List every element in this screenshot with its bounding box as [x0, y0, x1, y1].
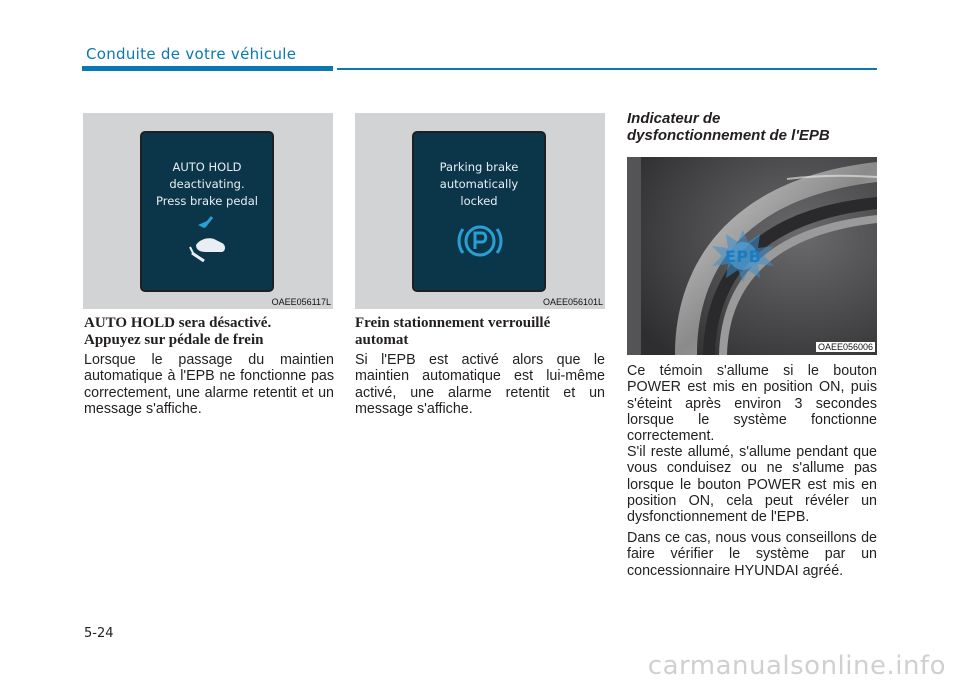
figure-code: OAEE056117L: [271, 297, 331, 307]
page-number: 5-24: [84, 626, 114, 641]
figure-parking-brake: [355, 113, 605, 309]
display-line-1: Parking brake: [439, 160, 519, 174]
heading-parking-brake: [355, 315, 605, 349]
figure-auto-hold: [83, 113, 333, 309]
heading-line: Indicateur de: [627, 110, 721, 127]
epb-label: EPB: [725, 247, 762, 266]
figure-code: OAEE056101L: [542, 297, 603, 307]
display-line-2: deactivating.: [169, 177, 245, 191]
body-epb-para-2: S'il reste allumé, s'allume pendant que vous conduisez ou ne s'allume pas lorsque le bouton POWER est mis en position ON, cela peut révéler un dysfonctionnement de l'EPB.: [627, 444, 877, 526]
display-line-3: Press brake pedal: [156, 194, 258, 208]
watermark: carmanualsonline.info: [647, 651, 946, 681]
cluster-display: [142, 133, 272, 290]
display-line-2: automatically: [439, 177, 519, 191]
body-epb-para-1: Ce témoin s'allume si le bouton POWER est mis en position ON, puis s'éteint après environ 3 secondes lorsque le système fonctionne correctement.: [627, 363, 877, 445]
header-rule-thin: [337, 68, 877, 70]
parking-brake-p-icon: [456, 221, 504, 261]
section-title: Conduite de votre véhicule: [86, 45, 297, 63]
body-parking-brake: Si l'EPB est activé alors que le maintien automatique est lui-même activé, une alarme retentit et un message s'affiche.: [355, 352, 605, 417]
body-epb-para-3: Dans ce cas, nous vous conseillons de faire vérifier le système par un concessionnaire HYUNDAI agréé.: [627, 530, 877, 579]
figure-code: OAEE056006: [817, 342, 873, 352]
body-auto-hold: Lorsque le passage du maintien automatique à l'EPB ne fonctionne pas correctement, une alarme retentit et un message s'affiche.: [84, 352, 334, 417]
heading-auto-hold: [84, 315, 334, 349]
header-rule-thick: [82, 66, 333, 71]
display-line-1: AUTO HOLD: [172, 160, 242, 174]
heading-line: dysfonctionnement de l'EPB: [627, 126, 830, 144]
display-line-3: locked: [460, 194, 498, 208]
figure-epb-indicator: [627, 157, 877, 355]
heading-line: Appuyez sur pédale de frein: [84, 332, 264, 348]
heading-line: Frein stationnement verrouillé: [355, 315, 551, 331]
cluster-display: [414, 133, 544, 290]
foot-on-pedal-icon: [182, 215, 238, 263]
heading-epb-indicator: [627, 111, 877, 144]
heading-line: automat: [355, 332, 409, 348]
heading-line: AUTO HOLD sera désactivé.: [84, 315, 272, 331]
